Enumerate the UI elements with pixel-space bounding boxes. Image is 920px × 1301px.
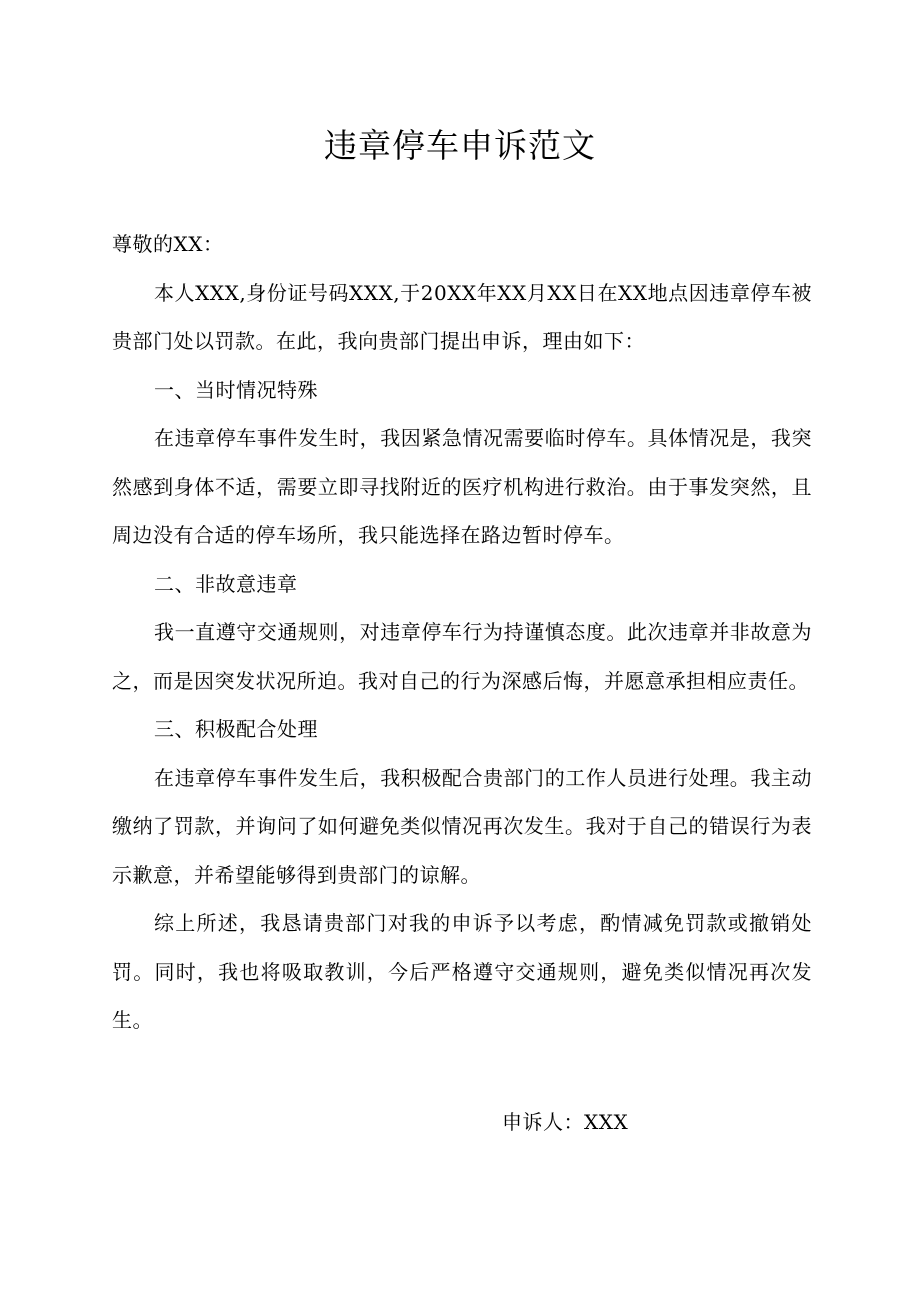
intro-paragraph: 本人XXX,身份证号码XXX,于20XX年XX月XX日在XX地点因违章停车被贵部门处以罚款。在此，我向贵部门提出申诉，理由如下： [112,280,812,353]
document-body [112,220,812,1045]
salutation: 尊敬的XX： [112,232,224,256]
section-paragraph-3: 在违章停车事件发生后，我积极配合贵部门的工作人员进行处理。我主动缴纳了罚款，并询问了如何避免类似情况再次发生。我对于自己的错误行为表示歉意，并希望能够得到贵部门的谅解。 [112,765,812,887]
closing-paragraph: 综上所述，我恳请贵部门对我的申诉予以考虑，酌情减免罚款或撤销处罚。同时，我也将吸取教训，今后严格遵守交通规则，避免类似情况再次发生。 [112,911,812,1032]
section-paragraph-1: 在违章停车事件发生时，我因紧急情况需要临时停车。具体情况是，我突然感到身体不适，需要立即寻找附近的医疗机构进行救治。由于事发突然，且周边没有合适的停车场所，我只能选择在路边暂时停车。 [112,426,812,547]
section-heading-3: 三、积极配合处理 [154,717,318,741]
document-title: 违章停车申诉范文 [324,126,596,165]
section-paragraph-2: 我一直遵守交通规则，对违章停车行为持谨慎态度。此次违章并非故意为之，而是因突发状况所迫。我对自己的行为深感后悔，并愿意承担相应责任。 [112,620,812,693]
section-heading-2: 二、非故意违章 [154,571,298,596]
section-heading-1: 一、当时情况特殊 [154,377,318,402]
signature-line: 申诉人：XXX [502,1110,629,1134]
